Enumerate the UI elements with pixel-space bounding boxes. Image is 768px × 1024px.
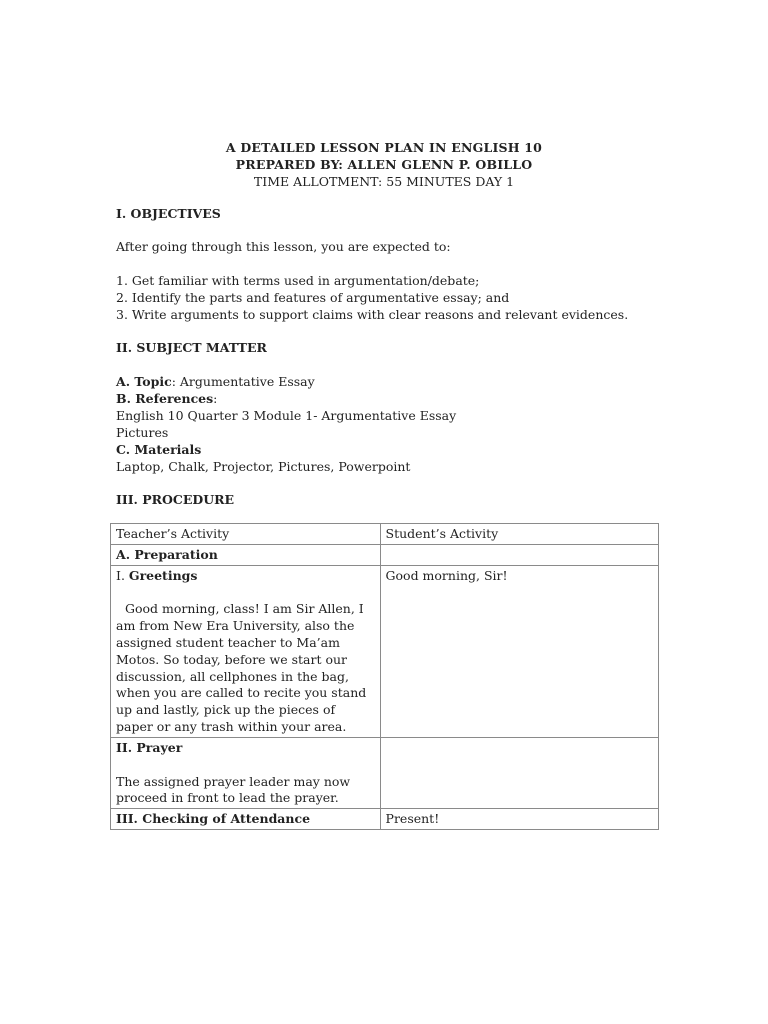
greetings-response: Good morning, Sir!	[380, 565, 658, 737]
materials-value: Laptop, Chalk, Projector, Pictures, Powerpoint	[116, 459, 411, 474]
objectives-heading: I. OBJECTIVES	[116, 206, 221, 221]
table-row	[111, 737, 659, 808]
document-header	[0, 139, 768, 190]
prayer-cell	[111, 737, 381, 808]
empty-cell	[380, 737, 658, 808]
greetings-cell	[111, 565, 381, 737]
objective-item: 2. Identify the parts and features of argumentative essay; and	[116, 290, 510, 305]
prayer-label: II. Prayer	[116, 739, 183, 755]
greetings-number: I.	[116, 567, 129, 583]
procedure-table	[110, 523, 659, 830]
table-row	[111, 809, 659, 830]
references-line	[116, 390, 676, 407]
greetings-label: Greetings	[128, 567, 198, 583]
attendance-response: Present!	[380, 809, 658, 830]
references-label: B. References	[116, 391, 214, 406]
objective-item: 1. Get familiar with terms used in argumentation/debate;	[116, 273, 480, 288]
topic-value: : Argumentative Essay	[171, 374, 315, 389]
procedure-heading: III. PROCEDURE	[116, 492, 235, 507]
topic-line	[116, 373, 676, 390]
lesson-plan-title: A DETAILED LESSON PLAN IN ENGLISH 10	[225, 140, 543, 155]
prayer-text: The assigned prayer leader may now proceed in front to lead the prayer.	[116, 773, 351, 806]
table-row	[111, 524, 659, 545]
greetings-text: Good morning, class! I am Sir Allen, I am from New Era University, also the assigned student teacher to Ma’am Motos. So today, before we start our discussion, all cellphones in the bag, when you are called to recite you stand up and lastly, pick up the pieces of paper or any trash within your area.	[116, 601, 367, 734]
materials-label: C. Materials	[116, 442, 202, 457]
topic-label: A. Topic	[116, 374, 172, 389]
teacher-activity-header: Teacher’s Activity	[111, 524, 381, 545]
document-body	[116, 205, 676, 508]
attendance-cell: III. Checking of Attendance	[111, 809, 381, 830]
objective-item: 3. Write arguments to support claims with clear reasons and relevant evidences.	[116, 307, 629, 322]
empty-cell	[380, 544, 658, 565]
table-row	[111, 565, 659, 737]
time-allotment: TIME ALLOTMENT: 55 MINUTES DAY 1	[253, 174, 515, 189]
preparation-cell: A. Preparation	[111, 544, 381, 565]
references-colon: :	[213, 391, 218, 406]
prepared-by: PREPARED BY: ALLEN GLENN P. OBILLO	[235, 157, 533, 172]
student-activity-header: Student’s Activity	[380, 524, 658, 545]
subject-matter-heading: II. SUBJECT MATTER	[116, 340, 267, 355]
table-row	[111, 544, 659, 565]
reference-item: Pictures	[116, 425, 169, 440]
greetings-heading	[116, 568, 375, 585]
objectives-intro: After going through this lesson, you are expected to:	[116, 239, 451, 254]
reference-item: English 10 Quarter 3 Module 1- Argumentative Essay	[116, 408, 457, 423]
